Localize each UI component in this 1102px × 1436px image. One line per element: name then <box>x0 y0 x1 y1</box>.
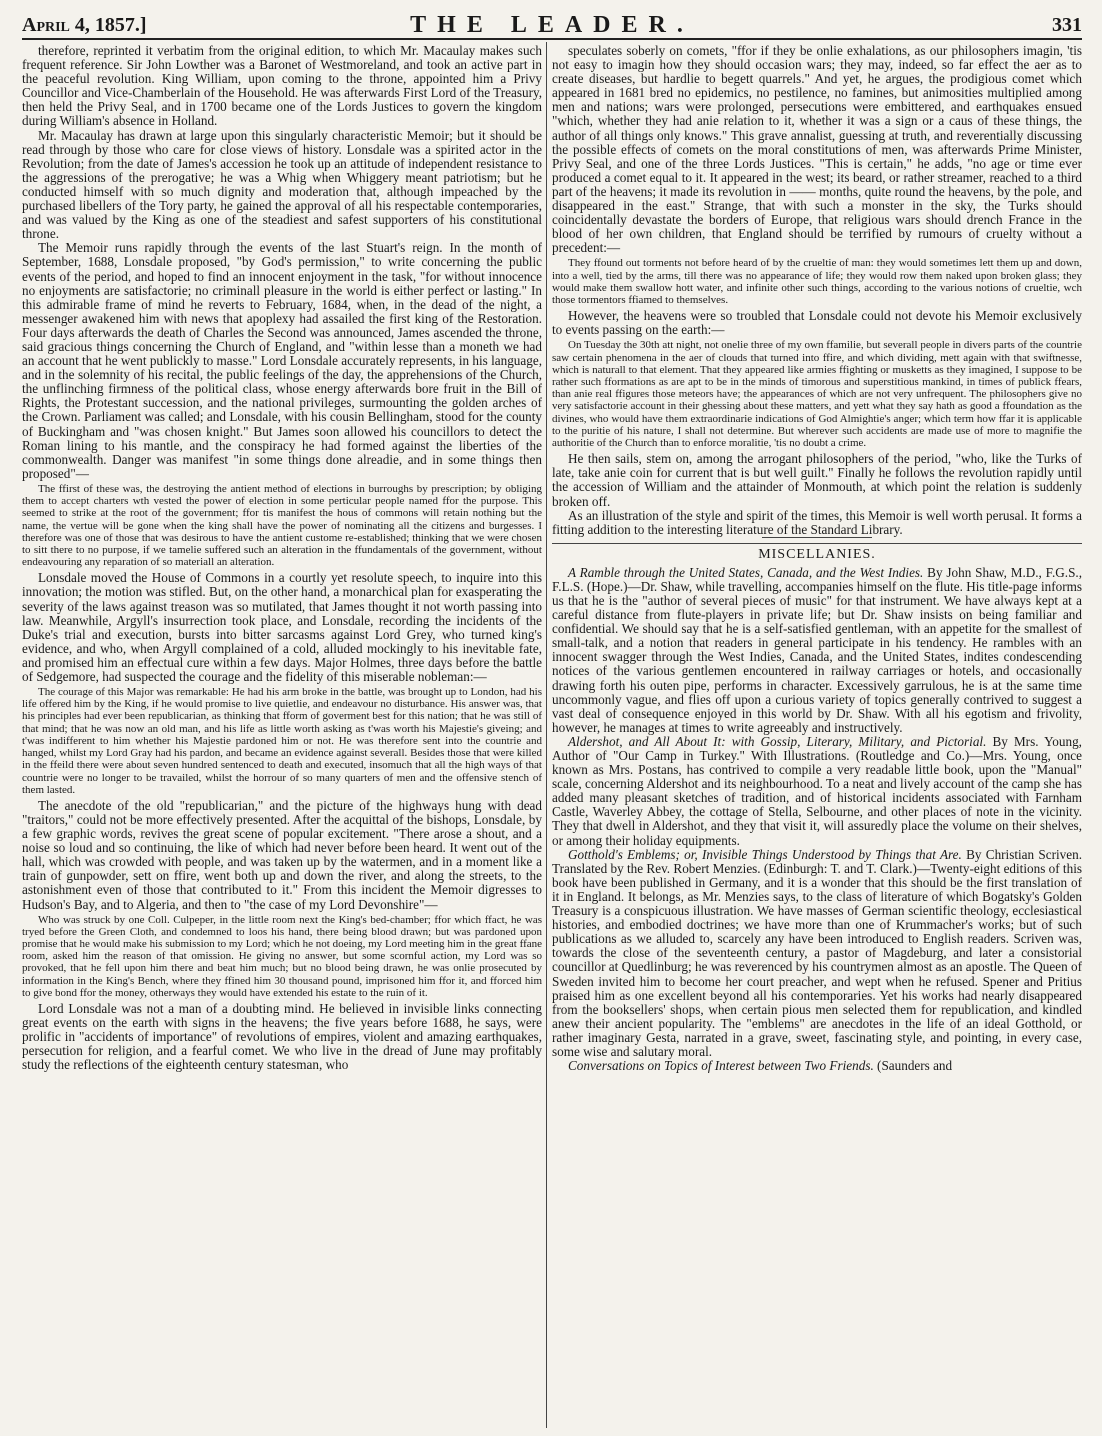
paragraph: However, the heavens were so troubled that Lonsdale could not devote his Memoir exclusively to events passing on the earth:— <box>552 308 1082 338</box>
review-title: A Ramble through the United States, Canada, and the West Indies. <box>568 564 924 580</box>
section-heading: MISCELLANIES. <box>552 543 1082 563</box>
block-quote: They ffound out torments not before heard of by the crueltie of man: they would sometimes lett them up and down, into a well, tied by the arms, till there was no appearance of life; they would row them naked upon broken glass; they would make them swallow hott water, and infinite other such things, according to the various notions of crueltie, wch those tormentors ffiamed to themselves. <box>552 257 1082 307</box>
block-quote: On Tuesday the 30th att night, not onelie three of my own ffamilie, but severall people in divers parts of the countrie saw certain phenomena in the aer of clouds that turned into ffire, and which dividing, mett again with that swiftnesse, which is naturall to that element. That they appeared like armies ffighting or musketts as they imagined, I suppose to be rather such fformations as are apt to be in the minds of timorous and superstitious mankind, in times of publick ffears, than anie real ffigures those meteors have; the appearances of which are not very unfrequent. The philosophers give no very satisfactorie account in their ghessing about these matters, and yett what they say hath as good a ffoundation as the divines, who would have them extraordinarie indications of God Almightie's anger; which term how ffar it is applicable to the puritie of his nature, I shall not determine. But wherever such accidents are made use of more to magnifie the authoritie of the Church than to enforce moralitie, 'tis no doubt a crime. <box>552 339 1082 450</box>
review-entry <box>552 735 1082 848</box>
review-title: Conversations on Topics of Interest between Two Friends. <box>568 1058 874 1074</box>
right-column <box>552 44 1082 1428</box>
paragraph: Lord Lonsdale was not a man of a doubting mind. He believed in invisible links connecting great events on the earth with signs in the heavens; the five years before 1688, he says, were prolific in "accidents of importance" of revolutions of empires, violent and amazing earthquakes, persecution for religion, and a fearful comet. We who live in the dread of June may profitably study the reflections of the eighteenth century statesman, who <box>22 1001 542 1073</box>
paragraph: As an illustration of the style and spirit of the times, this Memoir is well worth perusal. It forms a fitting addition to the interesting literature of the Standard Library. <box>552 507 1082 537</box>
paragraph: therefore, reprinted it verbatim from the original edition, to which Mr. Macaulay makes such frequent reference. Sir John Lowther was a Baronet of Westmoreland, and took an active part in the peaceful revolution. King William, upon coming to the throne, appointed him a Privy Councillor and Vice-Chamberlain of the Household. He was afterwards First Lord of the Treasury, then held the Privy Seal, and in 1700 became one of the Lords Justices to govern the kingdom during William's absence in Holland. <box>22 44 542 129</box>
paragraph: speculates soberly on comets, "ffor if they be onlie exhalations, as our philosophers imagin, 'tis not easy to imagin how they should occasion wars; they may, indeed, so far effect the aer as to create diseases, but hardlie to begett quarrels." And yet, he argues, the prodigious comet which appeared in 1681 bred no epidemics, no pestilence, no famines, but animosities multiplied among men and nations; wars were prolonged, persecutions were embittered, and earthquakes ensued "which, whether they had anie relation to it, whether it was a sign or a caus of these things, the author of all things only knows." This grave annalist, guessing at truth, and reverentially discussing the possible effects of comets on the moral constitutions of men, was afterwards Prime Minister, Privy Seal, and one of the three Lords Justices. "This is certain," he adds, "no age or time ever produced a comet equal to it. It appeared in the west; its beard, or rather streamer, reached to a third part of the heavens; it made its revolution in —— months, quite round the heavens, by the pole, and disappeared in the east." Strange, that with such a monster in the sky, the Turks should coincidentally devastate the borders of Europe, that religious wars should drench France in the blood of her own children, that England should be terrified by rumours of cruelty without a precedent:— <box>552 44 1082 256</box>
issue-date: April 4, 1857.] <box>22 14 147 36</box>
page-number: 331 <box>1052 14 1082 36</box>
review-entry <box>552 848 1082 1059</box>
review-text: By John Shaw, M.D., F.G.S., F.L.S. (Hope.)—Dr. Shaw, while travelling, accompanies himself on the flute. His title-page informs us that he is the "author of several pieces of music" for that instrument. We have always kept at a careful distance from flute-players in private life; but Dr. Shaw insists on being familiar and confidential. We should say that he is a self-satisfied gentleman, with an appetite for the smallest of small-talk, and a notion that readers in general participate in his tendency. He rambles with an innocent swagger through the West Indies, Canada, and the United States, indites condescending notices of the various gentlemen encountered in railway carriages or hotels, and occasionally drawing forth his outen pipe, performs in character. Excessively garrulous, he is at the same time uncommonly vague, and flies off upon a curious variety of topics generally contrived to suggest a vast deal of consequence enjoyed in this world by Dr. Shaw. With all his egotism and frivolity, however, he manages at times to write agreeably and instructively. <box>552 564 1082 735</box>
section-divider <box>762 537 872 538</box>
block-quote: Who was struck by one Coll. Culpeper, in the little room next the King's bed-chamber; ffor which ffact, he was tryed before the Green Cloth, and condemned to loos his hand, there being blood drawn; but was pardoned upon promise that he would make his submission to my Lord; which he not doeing, my Lord meeting him in the great ffane room, asked him the reason of that omission. He giving no answer, but some scornful action, my Lord was so provoked, that he fell upon him there and beat him much; but no blood being drawn, he was onlie prosecuted by information in the King's Bench, where they ffined him 30 thousand pound, imprisoned him ffor it, and fforced him to give bond ffor the money, otherways they would have extended his estate to the ruin of it. <box>22 913 542 999</box>
paragraph: Mr. Macaulay has drawn at large upon this singularly characteristic Memoir; but it should be read through by those who care for close views of history. Lonsdale was a spirited actor in the Revolution; from the date of James's accession he took up an attitude of independent resistance to the aggressions of the prerogative; he was a Whig when Whiggery meant patriotism; but he conducted himself with so much dignity and moderation that, although impeached by the purchased libellers of the Tory party, he gained the approval of all his respectable contemporaries, and was valued by the King as one of the steadiest and safest supporters of his constitutional throne. <box>22 127 542 242</box>
paragraph: The anecdote of the old "republicarian," and the picture of the highways hung with dead "traitors," could not be more effectively presented. After the acquittal of the bishops, Lonsdale, by a few graphic words, revives the great scene of popular excitement. "There arose a shout, and a noise so loud and so continuing, the like of which had never before been heard. It went out of the hall, which was crowded with people, and was taken up by the watermen, and in a moment like a train of gunpowder, sett on ffire, went both up and down the river, and along the streets, to the astonishment even of those that contributed to it." From this incident the Memoir digresses to Hudson's Bay, and to Algeria, and then to "the case of my Lord Devonshire"— <box>22 797 542 912</box>
review-title: Aldershot, and All About It: with Gossip, Literary, Military, and Pictorial. <box>568 733 987 749</box>
review-entry <box>552 566 1082 735</box>
review-text: By Mrs. Young, Author of "Our Camp in Turkey." With Illustrations. (Routledge and Co.)—Mrs. Young, once known as Mrs. Postans, has contrived to compile a very readable little book, upon the "Manual" scale, concerning Aldershot and its neighbourhood. To a neat and lively account of the camp she has added many pleasant sketches of tradition, and of historical incidents associated with Farnham Castle, Waverley Abbey, the cottage of Stella, Selbourne, and other places of note in the vicinity. They that dwell in Aldershot, and they that visit it, will assuredly place the volume on their shelves, or among their holiday equipments. <box>552 733 1082 848</box>
review-text: (Saunders and <box>873 1058 953 1074</box>
paragraph: He then sails, stem on, among the arrogant philosophers of the period, "who, like the Turks of late, take anie coin for current that is but well guilt." Finally he follows the revolution rapidly until the accession of William and the attainder of Monmouth, at which point the relation is suddenly broken off. <box>552 451 1082 509</box>
review-text: By Christian Scriven. Translated by the Rev. Robert Menzies. (Edinburgh: T. and T. Clark.)—Twenty-eight editions of this book have been published in Germany, and it is a wonder that this should be the first translation of it in England. It belongs, as Mr. Menzies says, to the class of literature of which Bogatsky's Golden Treasury is a conspicuous illustration. We have masses of German scientific theology, ecclesiastical histories, and embodied doctrines; we have more than one of Krummacher's works; but of such publications as we alluded to, scarcely any have been introduced to English readers. Scriven was, towards the close of the seventeenth century, a pastor of Magdeburg, and later a consistorial councillor at Quedlinburg; he was reverenced by his countrymen almost as an apostle. The Queen of Sweden invited him to become her court preacher, and wept when he refused. Spener and Pritius praised him as one excellent beyond all his contemporaries. Yet his works had nearly disappeared from the booksellers' shops, when certain pious men selected them for republication, and kindled anew their ancient popularity. The "emblems" are anecdotes in the life of an ideal Gotthold, or rather imaginary Gesta, narrated in a grave, sweet, fascinating style, and pointing, in every case, some wise and salutary moral. <box>552 846 1082 1059</box>
review-entry <box>552 1059 1082 1073</box>
paragraph: The Memoir runs rapidly through the events of the last Stuart's reign. In the month of September, 1688, Lonsdale proposed, "by God's permission," to write concerning the public events of the period, and hoped to find an innocent enjoyment in the task, "for without innocence no enjoyments are satisfactorie; no criminall pleasure in the world is either perfect or lasting." In this admirable frame of mind he reverts to February, 1684, when, in the dead of the night, a messenger awakened him with news that apoplexy had assailed the first king of the Restoration. Four days afterwards the death of Charles the Second was announced, James ascended the throne, said gracious things concerning the Church of England, and "within lesse than a moneth we had an account that he went publickly to masse." Lord Lonsdale accurately represents, in his language, and in the solemnity of his recital, the public feelings of the day, the apprehensions of the Church, the unflinching firmness of the political class, whose energy afterwards bore fruit in the Bill of Rights, the Protestant succession, and the national privileges, surmounting the golden arches of the Crown. Parliament was called; and Lonsdale, with his cousin Bellingham, stood for the county of Buckingham and "was chosen knight." But James soon allowed his councillors to detect the Roman lining to his mantle, and the conspiracy he had formed against the liberties of the commonwealth. Danger was manifest "in some things done alreadie, and in some things then proposed"— <box>22 240 542 481</box>
masthead <box>22 12 1082 40</box>
left-column <box>22 44 542 1428</box>
paragraph: Lonsdale moved the House of Commons in a courtly yet resolute speech, to inquire into this innovation; the motion was stifled. But, on the other hand, a monarchical plan for exasperating the severity of the laws against treason was so mutilated, that James thought it not worth passing into law. Meanwhile, Argyll's insurrection took place, and Lonsdale, recording the incidents of the Duke's trial and execution, bursts into bitter sarcasms against Lord Grey, who turned king's evidence, and who, when Argyll complained of a cold, alluded mockingly to his inevitable fate, and promised him an effectual cure within a few days. Major Holmes, three days before the battle of Sedgemore, had suspected the courage and the fidelity of this miserable nobleman:— <box>22 570 542 684</box>
block-quote: The courage of this Major was remarkable: He had his arm broke in the battle, was brought up to London, had his life offered him by the King, if he would promise to live quietlie, and endeavour no disturbance. His answer was, that his principles had ever been republicarian, as thinking that fform of goverment best for this nation; that he was still of that mind; that he was now an old man, and his life as little worth asking as t'was worth his Majestie's giveing; and t'was indifferent to him whether his Majestie pardoned him or not. He was therefore sent into the countrie and hanged, whilst my Lord Gray had his pardon, and became an evidence against severall. Besides those that were killed in the ffeild there were about seven hundred sentenced to death and executed, insomuch that all the high ways of that countrie were no longer to be travailed, whilst the horrour of so many quarters of men and the offensive stench of them lasted. <box>22 686 542 796</box>
column-rule <box>546 42 547 1428</box>
review-title: Gotthold's Emblems; or, Invisible Things Understood by Things that Are. <box>568 846 962 862</box>
block-quote: The ffirst of these was, the destroying the antient method of elections in burroughs by prescription; by obliging them to accept charters wth vested the power of election in some perticular people named ffor the purpose. This seemed to strike at the root of the government; ffor tis manifest the hous of commons will retain nothing but the name, the vertue will be gone when the king shall have the power of nominating all the citizens and burgesses. I therefore was one of those that was desirous to have the antient custome re-established; thinking that we were chosen to sitt there to no purpose, if we tamelie suffered such an alteration in the ffundamentals of the government, without endeavouring any reparation of so materiall an alteration. <box>22 482 542 569</box>
newspaper-title: THE LEADER. <box>410 12 694 38</box>
